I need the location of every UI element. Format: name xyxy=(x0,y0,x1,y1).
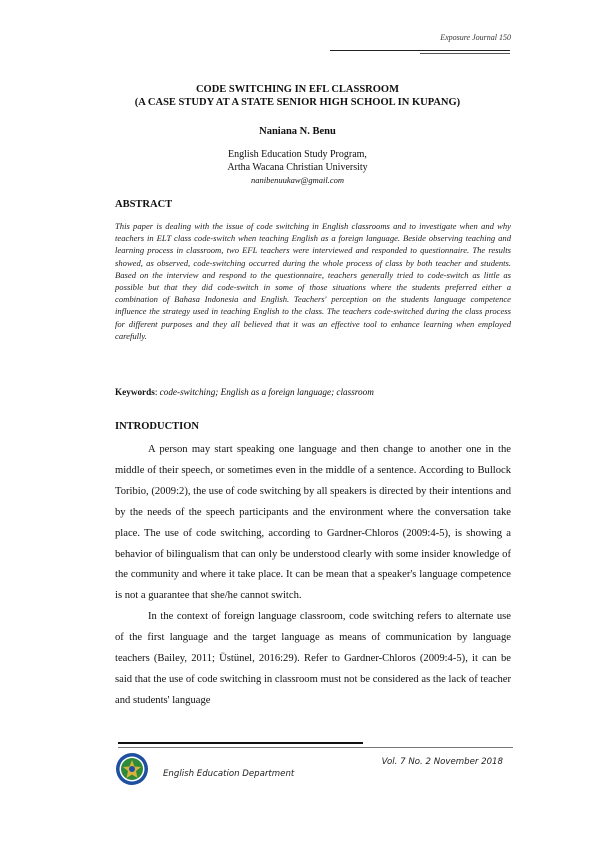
introduction-paragraph: In the context of foreign language classroom, code switching refers to alternate use of the first language and the target language as means of communication by language teachers (Bailey, 2011; Üstünel, 2016:29). Refer to Gardner-Chloros (2009:4-5), it can be said that the use of code switching in classroom must not be considered as the lack of teacher and students' language xyxy=(115,611,511,706)
keywords-label: Keywords xyxy=(115,387,155,397)
paper-title xyxy=(0,83,595,109)
footer-volume: Vol. 7 No. 2 November 2018 xyxy=(381,757,503,767)
header-rule xyxy=(330,50,510,51)
introduction-paragraph: A person may start speaking one language and then change to another one in the middle of their speech, or sometimes even in the middle of a sentence. According to Bullock Toribio, (2009:2), the use of code switching by all speakers is directed by their intentions and by the needs of the speech participants and the environment where the conversation take place. The use of code switching, according to Gardner-Chloros (2009:4-5), is showing a behavior of bilingualism that can only be understood clearly with some insider knowledge of the community and where it take place. It can be mean that a speaker's language competence is not a guarantee that she/he cannot switch. xyxy=(115,444,511,602)
university-seal-icon xyxy=(115,752,149,786)
affiliation-line1: English Education Study Program, xyxy=(228,149,367,160)
journal-running-header: Exposure Journal 150 xyxy=(440,33,511,42)
introduction-body xyxy=(115,440,511,712)
author-affiliation xyxy=(0,148,595,187)
footer-department: English Education Department xyxy=(163,769,295,779)
author-email: nanibenuukaw@gmail.com xyxy=(250,175,345,185)
introduction-heading: INTRODUCTION xyxy=(115,421,200,432)
keywords-line xyxy=(115,387,511,397)
header-rule-secondary xyxy=(420,53,510,54)
keywords-text: code-switching; English as a foreign language; classroom xyxy=(157,387,374,397)
abstract-text: This paper is dealing with the issue of code switching in English classrooms and to investigate when and why teachers in ELT class code-switch when teaching English as a foreign language. Beside observing teaching and learning process in classroom, two EFL teachers were interviewed and responded to questionnaire. The results showed, as observed, code-switching occurred during the whole process of class by both teacher and students. Based on the interview and respond to the questionnaire, teachers generally tried to code-switch as little as possible but that they did code-switch in some of those situations where the students preferred either a combination of Bahasa Indonesia and English. Teachers' perception on the students language competence influence the strategy used in teaching English to the class. The teachers code-switched during the class process for different purposes and they all believed that it was an effective tool to enhance learning when employed carefully. xyxy=(115,221,511,341)
author-name: Naniana N. Benu xyxy=(259,126,336,137)
paper-title-line1: CODE SWITCHING IN EFL CLASSROOM xyxy=(195,84,400,95)
affiliation-line2: Artha Wacana Christian University xyxy=(227,162,368,173)
abstract-heading: ABSTRACT xyxy=(115,199,173,210)
footer-rule xyxy=(118,742,363,744)
paper-title-line2: (A CASE STUDY AT A STATE SENIOR HIGH SCHOOL IN KUPANG) xyxy=(134,97,461,108)
keywords-colon: : xyxy=(154,387,158,397)
footer-rule-thin xyxy=(118,747,513,748)
